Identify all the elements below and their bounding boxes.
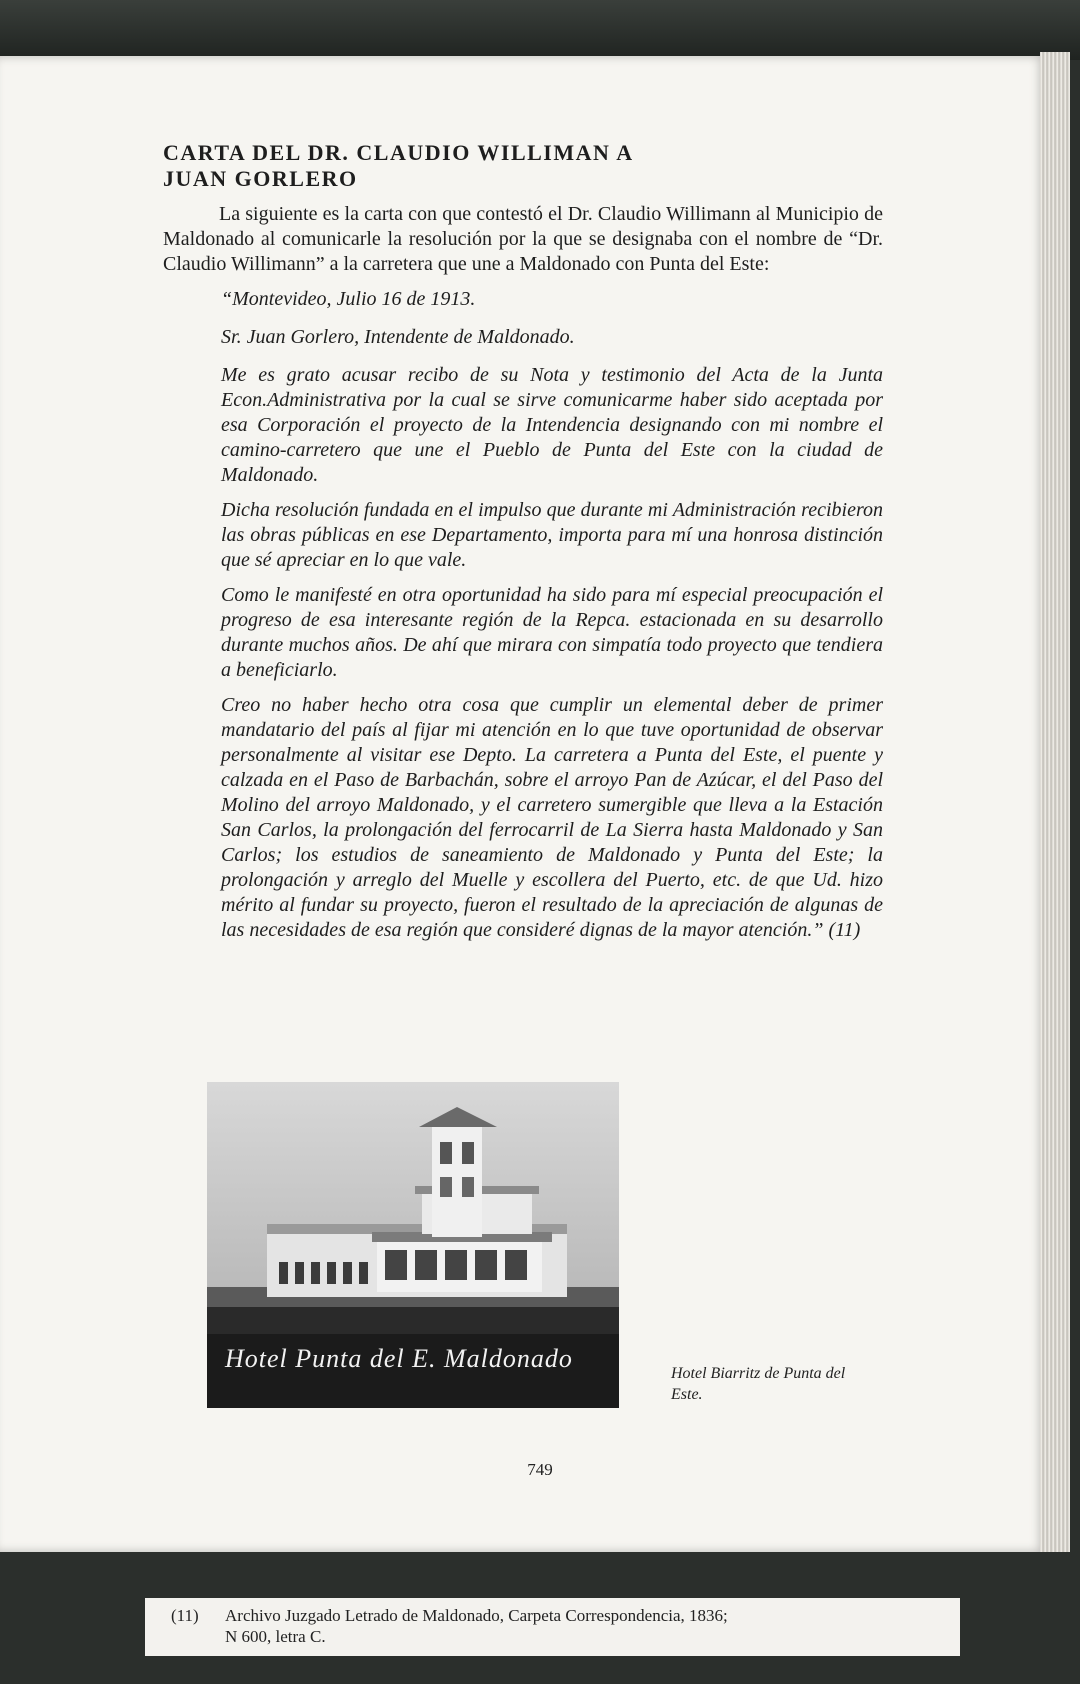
letter-paragraph: Me es grato acusar recibo de su Nota y testimonio del Acta de la Junta Econ.Administrativa por la cual se sirve comunicarme haber sido aceptada por esa Corporación el proyecto de la Intendencia designando con mi nombre el camino-carretero que une el Pueblo de Punta del Este con la ciudad de Maldonado.: [221, 364, 883, 486]
article-heading: CARTA DEL DR. CLAUDIO WILLIMAN A JUAN GORLERO: [163, 140, 633, 191]
photo-caption: Hotel Biarritz de Punta del Este.: [671, 1365, 846, 1403]
intro-paragraph: La siguiente es la carta con que contestó el Dr. Claudio Willimann al Municipio de Maldonado al comunicarle la resolución por la que se designaba con el nombre de “Dr. Claudio Willimann” a la carretera que une a Maldonado con Punta del Este:: [163, 203, 883, 275]
page-number: 749: [527, 1460, 553, 1479]
letter-date: “Montevideo, Julio 16 de 1913.: [221, 288, 476, 310]
footnote-line: Archivo Juzgado Letrado de Maldonado, Carpeta Correspondencia, 1836;: [225, 1606, 728, 1625]
photo-handwriting: Hotel Punta del E. Maldonado: [225, 1344, 573, 1373]
footnote-number: (11): [171, 1606, 199, 1625]
footnote: [171, 1605, 951, 1647]
scan-background: [0, 0, 1080, 60]
hotel-photo: [207, 1082, 619, 1408]
letter-body: [221, 287, 883, 943]
page-edges: [1040, 52, 1070, 1552]
footnote-line: N 600, letra C.: [225, 1627, 326, 1646]
letter-paragraph: Dicha resolución fundada en el impulso que durante mi Administración recibieron las obras públicas en ese Departamento, importa para mí una honrosa distinción que sé apreciar en lo que vale.: [221, 499, 883, 571]
letter-addressee: Sr. Juan Gorlero, Intendente de Maldonado.: [221, 326, 575, 348]
article: [163, 140, 883, 953]
letter-paragraph: Como le manifesté en otra oportunidad ha sido para mí especial preocupación el progreso de esa interesante región de la Repca. estacionada en su desarrollo durante muchos años. De ahí que mirara con simpatía todo proyecto que tendiera a beneficiarlo.: [221, 584, 883, 681]
footnote-strip: [145, 1598, 960, 1656]
letter-paragraph: Creo no haber hecho otra cosa que cumplir un elemental deber de primer mandatario del país al fijar mi atención en lo que tuve oportunidad de observar personalmente al visitar ese Depto. La carretera a Punta del Este, el puente y calzada en el Paso de Barbachán, sobre el arroyo Pan de Azúcar, el del Paso del Molino del arroyo Maldonado, y el carretero sumergible que lleva a la Estación San Carlos, la prolongación del ferrocarril de La Sierra hasta Maldonado y San Carlos; los estudios de saneamiento de Maldonado y Punta del Este; la prolongación y arreglo del Muelle y escollera del Puerto, etc. de que Ud. hizo mérito al fundar su proyecto, fueron el resultado de la apreciación de algunas de las necesidades de esa región que consideré dignas de la mayor atención.” (11): [221, 694, 883, 941]
